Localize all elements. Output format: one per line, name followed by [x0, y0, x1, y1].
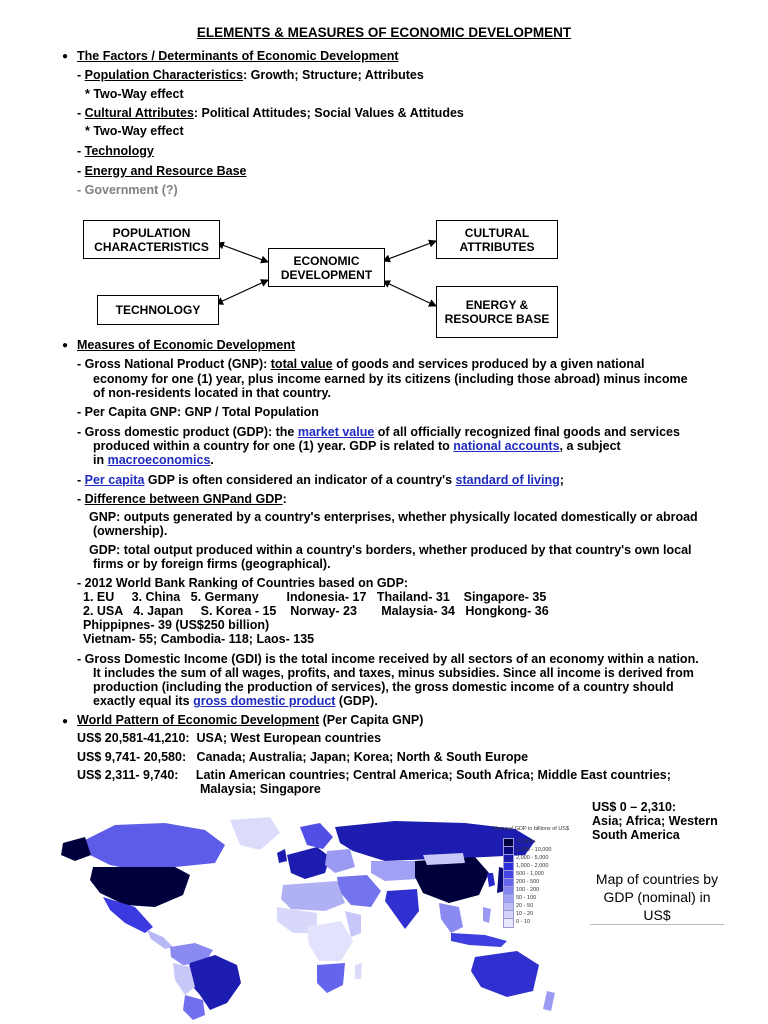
bullet-icon: ●: [62, 716, 69, 727]
map-mongolia: [423, 853, 465, 865]
cultural-label: Cultural Attributes: [84, 106, 194, 120]
map-australia: [471, 951, 539, 997]
ranking-row-4: Vietnam- 55; Cambodia- 118; Laos- 135: [83, 632, 315, 646]
legend-title: Nominal GDP in billions of US$: [493, 826, 570, 832]
macroeconomics-link[interactable]: macroeconomics: [107, 453, 211, 467]
map-eastern-europe: [325, 849, 355, 873]
gross-domestic-product-link[interactable]: gross domestic product: [193, 694, 336, 708]
gdp-definition-1: GDP: total output produced within a country's borders, whether produced by that country's own local: [89, 543, 692, 557]
pattern-row-3: US$ 2,311- 9,740: Latin American countries; Central America; South Africa; Middle East countries;: [77, 768, 671, 782]
box-energy: ENERGY & RESOURCE BASE: [436, 286, 558, 338]
map-korea: [487, 873, 495, 887]
map-caption: Map of countries by GDP (nominal) in US$: [595, 871, 719, 923]
legend-label: 2,000 - 5,000: [516, 855, 549, 861]
map-new-zealand: [543, 991, 555, 1011]
gnp-definition-2: (ownership).: [93, 524, 168, 538]
legend-label: 200 - 500: [516, 879, 540, 885]
gdp-text: , a subject: [559, 439, 621, 453]
energy-label: Energy and Resource Base: [84, 164, 247, 178]
pattern-row-2: US$ 9,741- 20,580: Canada; Australia; Japan; Korea; North & South Europe: [77, 750, 529, 764]
map-uk: [277, 849, 287, 863]
per-capita-link[interactable]: Per capita: [84, 473, 145, 487]
legend-label: 50 - 100: [516, 895, 537, 901]
pattern-row-1: US$ 20,581-41,210: USA; West European countries: [77, 731, 382, 745]
factor-population: - Population Characteristics: Growth; Structure; Attributes: [77, 68, 424, 82]
map-argentina-chile: [183, 995, 205, 1020]
standard-of-living-link[interactable]: standard of living: [455, 473, 560, 487]
caption-divider: [590, 924, 724, 925]
gnp-label: - Gross National Product (GNP):: [77, 357, 271, 371]
map-indonesia: [451, 933, 507, 947]
legend-label: 500 - 1,000: [516, 871, 544, 877]
legend-label: 10 - 20: [516, 911, 534, 917]
per-capita-gnp: - Per Capita GNP: GNP / Total Population: [77, 405, 319, 419]
total-value-term: total value: [270, 357, 333, 371]
gdp-text: produced within a country for one (1) year. GDP is related to: [93, 439, 454, 453]
gdp-label: - Gross domestic product (GDP): the: [77, 425, 298, 439]
legend-label: 5,000 - 10,000: [516, 847, 552, 853]
ranking-heading: - 2012 World Bank Ranking of Countries based on GDP:: [77, 576, 409, 590]
bullet-icon: ●: [62, 340, 69, 351]
gdp-line-2: [93, 439, 621, 454]
gdi-line-2: It includes the sum of all wages, profits, and taxes, minus subsidies. Since all income is derived from: [93, 666, 694, 680]
legend-label: 0 - 10: [516, 919, 531, 925]
gnp-definition-1: GNP: outputs generated by a country's enterprises, whether physically located domestically or abroad: [89, 510, 698, 524]
arrow-energy: [383, 281, 436, 306]
gdi-line-3: production (including the production of services), the gross domestic income of a country should: [93, 680, 674, 694]
box-cultural: CULTURAL ATTRIBUTES: [436, 220, 558, 259]
legend-label: 100 - 200: [516, 887, 540, 893]
national-accounts-link[interactable]: national accounts: [453, 439, 560, 453]
map-usa: [90, 867, 190, 907]
gdp-text: .: [210, 453, 214, 467]
ranking-row-2: 2. USA 4. Japan S. Korea - 15 Norway- 23 Malaysia- 34 Hongkong- 36: [83, 604, 549, 618]
pattern-label: World Pattern of Economic Development: [77, 713, 320, 727]
pattern-heading: [77, 713, 423, 728]
two-way-note: * Two-Way effect: [85, 124, 184, 138]
gdi-line-1: - Gross Domestic Income (GDI) is the total income received by all sectors of an economy within a nation.: [77, 652, 699, 666]
gdi-text: (GDP).: [335, 694, 378, 708]
map-central-asia: [371, 861, 417, 881]
legend-label: 20 - 50: [516, 903, 534, 909]
dash: -: [77, 473, 85, 487]
market-value-link[interactable]: market value: [297, 425, 375, 439]
population-label: Population Characteristics: [84, 68, 244, 82]
pattern-row-4b: Asia; Africa; Western: [592, 814, 718, 828]
map-madagascar: [355, 963, 362, 979]
factors-heading: The Factors / Determinants of Economic Development: [77, 49, 399, 63]
gdp-text: in: [93, 453, 108, 467]
box-economic-development: ECONOMIC DEVELOPMENT: [268, 248, 385, 287]
legend-label: 1,000 - 2,000: [516, 863, 549, 869]
legend-swatch: [503, 918, 514, 928]
ranking-row-1: 1. EU 3. China 5. Germany Indonesia- 17 Thailand- 31 Singapore- 35: [83, 590, 547, 604]
legend-label: 10,000+: [516, 839, 537, 845]
map-central-africa: [307, 921, 353, 961]
map-south-africa: [317, 963, 345, 993]
pattern-row-4c: South America: [592, 828, 680, 842]
gdp-line-1: [77, 425, 680, 440]
map-southeast-asia: [439, 903, 463, 933]
two-way-note: * Two-Way effect: [85, 87, 184, 101]
gdp-line-3: [93, 453, 214, 468]
box-technology: TECHNOLOGY: [97, 295, 219, 325]
cultural-detail: : Political Attitudes; Social Values & Attitudes: [193, 106, 464, 120]
map-canada: [85, 823, 225, 870]
pattern-row-3b: Malaysia; Singapore: [200, 782, 321, 796]
map-north-africa: [281, 881, 345, 911]
pattern-note: (Per Capita GNP): [319, 713, 424, 727]
difference-heading: [77, 492, 287, 507]
map-india: [385, 889, 419, 929]
gdi-text: exactly equal its: [93, 694, 194, 708]
box-population: POPULATION CHARACTERISTICS: [83, 220, 220, 259]
gnp-text: of goods and services produced by a given national: [332, 357, 645, 371]
gdp-definition-2: firms or by foreign firms (geographical).: [93, 557, 331, 571]
page-title: ELEMENTS & MEASURES OF ECONOMIC DEVELOPMENT: [196, 25, 572, 40]
map-central-america: [147, 930, 173, 949]
bullet-icon: ●: [62, 51, 69, 62]
factor-cultural: - Cultural Attributes: Political Attitudes; Social Values & Attitudes: [77, 106, 464, 120]
gdi-line-4: [93, 694, 378, 709]
population-detail: : Growth; Structure; Attributes: [243, 68, 424, 82]
per-capita-text: GDP is often considered an indicator of a country's: [144, 473, 456, 487]
technology-label: Technology: [84, 144, 154, 158]
factor-technology: - Technology: [77, 144, 154, 158]
gnp-line-3: of non-residents located in that country.: [93, 386, 331, 400]
map-philippines: [483, 907, 491, 923]
map-greenland: [230, 817, 280, 850]
colon: :: [282, 492, 287, 506]
map-china: [415, 857, 489, 903]
arrow-technology: [216, 280, 268, 304]
map-western-europe: [287, 847, 330, 879]
semicolon: ;: [559, 473, 564, 487]
measures-heading: Measures of Economic Development: [77, 338, 296, 352]
ranking-row-3: Phippipnes- 39 (US$250 billion): [83, 618, 270, 632]
pattern-row-4a: US$ 0 – 2,310:: [592, 800, 677, 814]
arrow-population: [217, 243, 268, 262]
difference-label: Difference between GNPand GDP: [84, 492, 283, 506]
gnp-line-1: [77, 357, 644, 372]
arrow-cultural: [383, 241, 436, 261]
factor-energy: - Energy and Resource Base: [77, 164, 247, 178]
gdp-text: of all officially recognized final goods and services: [374, 425, 680, 439]
gnp-line-2: economy for one (1) year, plus income earned by its citizens (including those abroad) minus income: [93, 372, 688, 386]
factor-government: - Government (?): [77, 183, 178, 197]
map-scandinavia: [300, 823, 333, 849]
per-capita-gdp: [77, 473, 564, 488]
dash: -: [77, 492, 85, 506]
